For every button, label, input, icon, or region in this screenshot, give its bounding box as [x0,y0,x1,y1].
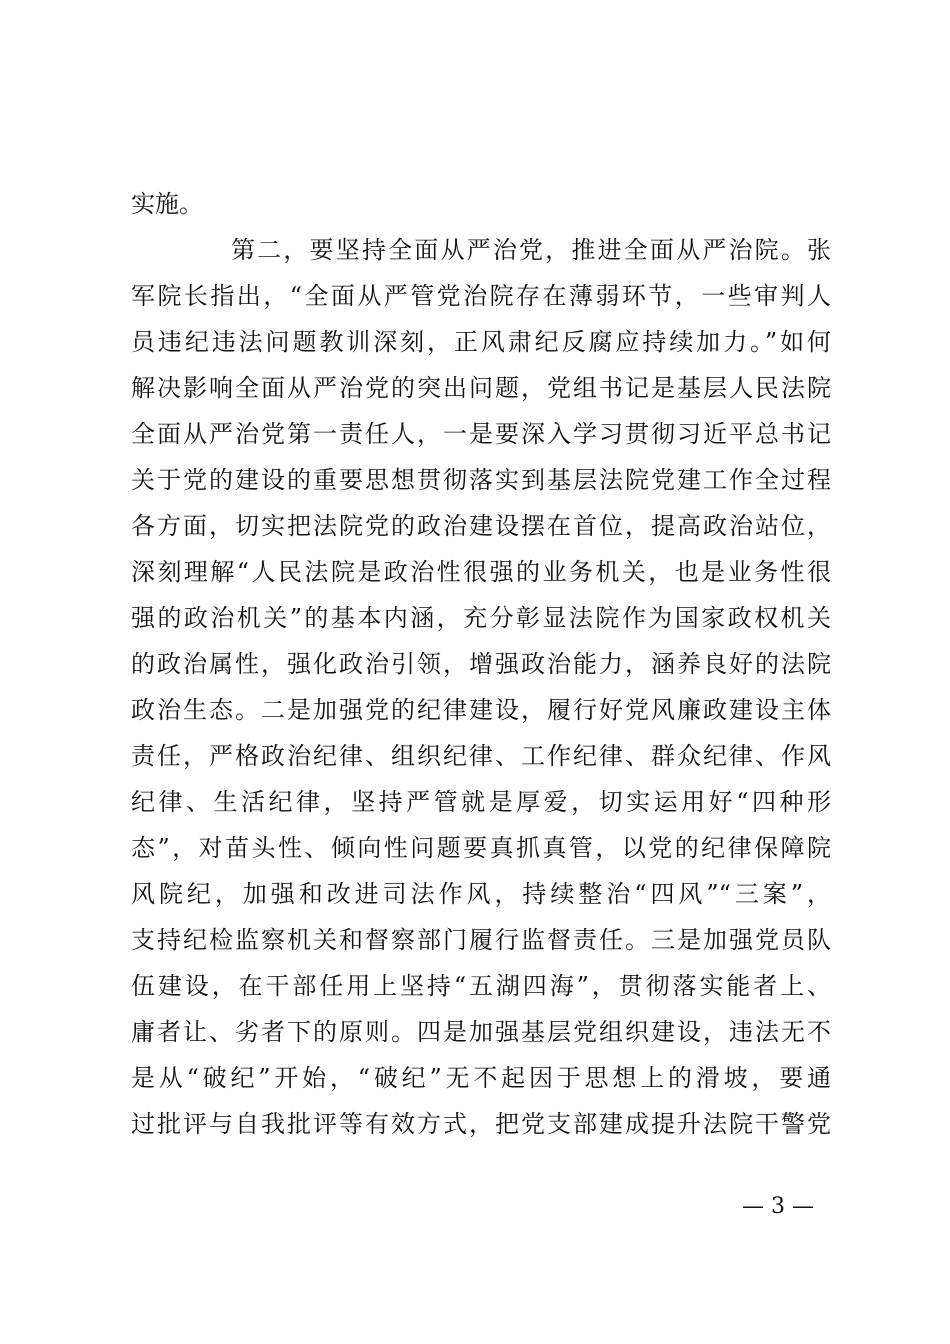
text-line: 实施。 [131,190,203,218]
text-line: 政治生态。二是加强党的纪律建设，履行好党风廉政建设主体 [131,696,831,724]
text-line: 各方面，切实把法院党的政治建设摆在首位，提高政治站位， [131,512,831,540]
text-line: 军院长指出，“全面从严管党治院存在薄弱环节，一些审判人 [131,282,831,310]
text-line: 风院纪，加强和改进司法作风，持续整治“四风”“三案”， [131,880,831,908]
text-line: 过批评与自我批评等有效方式，把党支部建成提升法院干警党 [131,1110,831,1138]
text-line: 的政治属性，强化政治引领，增强政治能力，涵养良好的法院 [131,650,831,678]
text-line: 关于党的建设的重要思想贯彻落实到基层法院党建工作全过程 [131,466,831,494]
text-line: 责任，严格政治纪律、组织纪律、工作纪律、群众纪律、作风 [131,742,831,770]
page-number: — 3 — [742,1194,814,1219]
text-line: 员违纪违法问题教训深刻，正风肃纪反腐应持续加力。”如何 [131,328,831,356]
text-line: 庸者让、劣者下的原则。四是加强基层党组织建设，违法无不 [131,1018,831,1046]
body-text [131,181,831,1147]
text-line: 是从“破纪”开始，“破纪”无不起因于思想上的滑坡，要通 [131,1064,831,1092]
text-line: 第二，要坚持全面从严治党，推进全面从严治院。张 [231,236,831,264]
text-line: 纪律、生活纪律，坚持严管就是厚爱，切实运用好“四种形 [131,788,831,816]
text-line: 全面从严治党第一责任人，一是要深入学习贯彻习近平总书记 [131,420,831,448]
text-line: 解决影响全面从严治党的突出问题，党组书记是基层人民法院 [131,374,831,402]
text-line: 伍建设，在干部任用上坚持“五湖四海”，贯彻落实能者上、 [131,972,831,1000]
text-line: 支持纪检监察机关和督察部门履行监督责任。三是加强党员队 [131,926,831,954]
text-line: 强的政治机关”的基本内涵，充分彰显法院作为国家政权机关 [131,604,831,632]
text-line: 深刻理解“人民法院是政治性很强的业务机关，也是业务性很 [131,558,831,586]
text-line: 态”，对苗头性、倾向性问题要真抓真管，以党的纪律保障院 [131,834,831,862]
